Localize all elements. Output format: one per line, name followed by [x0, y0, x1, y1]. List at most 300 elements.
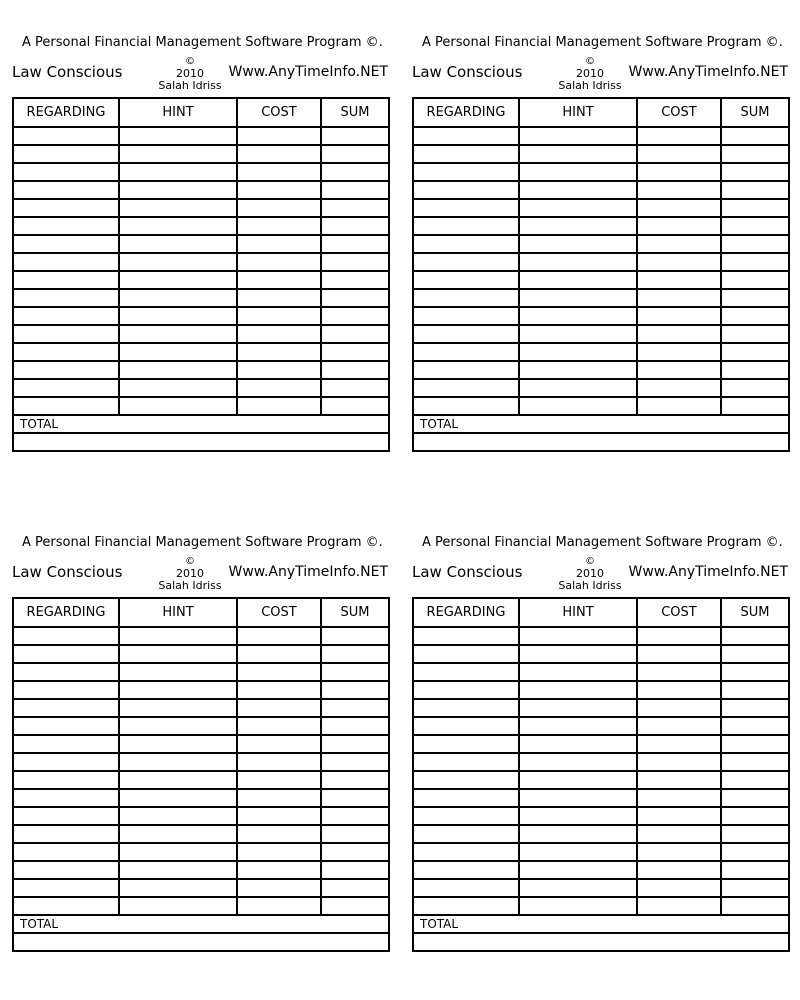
sum-cell[interactable] — [321, 163, 389, 181]
regarding-cell[interactable] — [13, 663, 119, 681]
regarding-cell[interactable] — [413, 235, 519, 253]
cost-cell[interactable] — [637, 253, 721, 271]
total-label: TOTAL — [413, 915, 789, 933]
hint-cell[interactable] — [519, 735, 637, 753]
sum-cell[interactable] — [321, 271, 389, 289]
regarding-cell[interactable] — [413, 127, 519, 145]
program-title: A Personal Financial Management Software Program ©. — [422, 535, 783, 550]
hint-cell[interactable] — [119, 127, 237, 145]
cost-cell[interactable] — [237, 181, 321, 199]
regarding-cell[interactable] — [413, 663, 519, 681]
regarding-cell[interactable] — [13, 271, 119, 289]
hint-cell[interactable] — [519, 879, 637, 897]
sum-cell[interactable] — [321, 235, 389, 253]
cost-cell[interactable] — [237, 807, 321, 825]
regarding-cell[interactable] — [413, 861, 519, 879]
regarding-cell[interactable] — [13, 627, 119, 645]
sum-cell[interactable] — [321, 181, 389, 199]
cost-cell[interactable] — [637, 717, 721, 735]
cost-cell[interactable] — [237, 325, 321, 343]
brand-name: Law Conscious — [12, 563, 123, 581]
hint-cell[interactable] — [519, 163, 637, 181]
regarding-cell[interactable] — [13, 699, 119, 717]
cost-cell[interactable] — [637, 843, 721, 861]
entry-row — [13, 217, 389, 235]
hint-cell[interactable] — [519, 199, 637, 217]
copyright-year: 2010 — [176, 67, 204, 80]
regarding-cell[interactable] — [413, 181, 519, 199]
entry-row — [13, 271, 389, 289]
regarding-cell[interactable] — [13, 717, 119, 735]
ledger-card-bottom-right — [412, 530, 788, 990]
regarding-cell[interactable] — [13, 181, 119, 199]
regarding-cell[interactable] — [413, 379, 519, 397]
cost-cell[interactable] — [637, 271, 721, 289]
sum-cell[interactable] — [721, 735, 789, 753]
regarding-cell[interactable] — [413, 843, 519, 861]
hint-cell[interactable] — [119, 343, 237, 361]
sum-cell[interactable] — [721, 825, 789, 843]
sum-cell[interactable] — [721, 379, 789, 397]
cost-cell[interactable] — [637, 145, 721, 163]
column-header-cost: COST — [637, 98, 721, 127]
sum-cell[interactable] — [321, 753, 389, 771]
sum-cell[interactable] — [321, 253, 389, 271]
cost-cell[interactable] — [237, 699, 321, 717]
sum-cell[interactable] — [721, 397, 789, 415]
column-header-sum: SUM — [721, 598, 789, 627]
entry-row — [413, 861, 789, 879]
hint-cell[interactable] — [519, 861, 637, 879]
author-name: Salah Idriss — [558, 79, 622, 92]
cost-cell[interactable] — [237, 627, 321, 645]
cost-cell[interactable] — [637, 127, 721, 145]
regarding-cell[interactable] — [13, 217, 119, 235]
column-header-regarding: REGARDING — [413, 598, 519, 627]
sum-cell[interactable] — [721, 771, 789, 789]
sum-cell[interactable] — [321, 897, 389, 915]
sum-cell[interactable] — [721, 789, 789, 807]
regarding-cell[interactable] — [413, 253, 519, 271]
cost-cell[interactable] — [237, 253, 321, 271]
hint-cell[interactable] — [519, 771, 637, 789]
sum-cell[interactable] — [321, 397, 389, 415]
sum-cell[interactable] — [721, 717, 789, 735]
sum-cell[interactable] — [721, 861, 789, 879]
cost-cell[interactable] — [237, 735, 321, 753]
cost-cell[interactable] — [237, 307, 321, 325]
sum-cell[interactable] — [321, 145, 389, 163]
regarding-cell[interactable] — [413, 145, 519, 163]
hint-cell[interactable] — [119, 681, 237, 699]
sum-cell[interactable] — [721, 217, 789, 235]
sum-cell[interactable] — [721, 897, 789, 915]
sum-cell[interactable] — [321, 717, 389, 735]
sum-cell[interactable] — [721, 361, 789, 379]
cost-cell[interactable] — [237, 379, 321, 397]
entry-row — [413, 771, 789, 789]
sum-cell[interactable] — [321, 807, 389, 825]
regarding-cell[interactable] — [413, 199, 519, 217]
hint-cell[interactable] — [519, 397, 637, 415]
cost-cell[interactable] — [237, 271, 321, 289]
sum-cell[interactable] — [321, 289, 389, 307]
sum-cell[interactable] — [321, 325, 389, 343]
hint-cell[interactable] — [119, 717, 237, 735]
hint-cell[interactable] — [519, 663, 637, 681]
author-name: Salah Idriss — [558, 579, 622, 592]
hint-cell[interactable] — [519, 645, 637, 663]
hint-cell[interactable] — [519, 699, 637, 717]
cost-cell[interactable] — [637, 397, 721, 415]
cost-cell[interactable] — [237, 753, 321, 771]
hint-cell[interactable] — [119, 825, 237, 843]
sum-cell[interactable] — [321, 217, 389, 235]
regarding-cell[interactable] — [13, 843, 119, 861]
regarding-cell[interactable] — [13, 771, 119, 789]
cost-cell[interactable] — [237, 897, 321, 915]
regarding-cell[interactable] — [413, 361, 519, 379]
sum-cell[interactable] — [721, 807, 789, 825]
sum-cell[interactable] — [321, 735, 389, 753]
sum-cell[interactable] — [721, 681, 789, 699]
sum-cell[interactable] — [321, 343, 389, 361]
sum-cell[interactable] — [721, 753, 789, 771]
sum-cell[interactable] — [721, 145, 789, 163]
entry-row — [413, 253, 789, 271]
regarding-cell[interactable] — [413, 271, 519, 289]
cost-cell[interactable] — [637, 379, 721, 397]
hint-cell[interactable] — [519, 897, 637, 915]
regarding-cell[interactable] — [13, 897, 119, 915]
cost-cell[interactable] — [237, 879, 321, 897]
regarding-cell[interactable] — [13, 645, 119, 663]
sum-cell[interactable] — [721, 127, 789, 145]
regarding-cell[interactable] — [413, 825, 519, 843]
sum-cell[interactable] — [721, 181, 789, 199]
hint-cell[interactable] — [119, 271, 237, 289]
cost-cell[interactable] — [237, 361, 321, 379]
cost-cell[interactable] — [637, 361, 721, 379]
cost-cell[interactable] — [637, 343, 721, 361]
cost-cell[interactable] — [237, 717, 321, 735]
hint-cell[interactable] — [519, 627, 637, 645]
regarding-cell[interactable] — [413, 789, 519, 807]
cost-cell[interactable] — [237, 861, 321, 879]
hint-cell[interactable] — [119, 217, 237, 235]
entry-row — [13, 843, 389, 861]
cost-cell[interactable] — [237, 145, 321, 163]
sum-cell[interactable] — [721, 879, 789, 897]
hint-cell[interactable] — [519, 681, 637, 699]
total-value-cell[interactable] — [13, 433, 389, 451]
regarding-cell[interactable] — [413, 325, 519, 343]
sum-cell[interactable] — [721, 289, 789, 307]
sum-cell[interactable] — [321, 361, 389, 379]
entry-row — [413, 343, 789, 361]
hint-cell[interactable] — [119, 397, 237, 415]
regarding-cell[interactable] — [13, 861, 119, 879]
sum-cell[interactable] — [321, 789, 389, 807]
copyright-symbol: © — [185, 556, 195, 567]
entry-row — [13, 325, 389, 343]
cost-cell[interactable] — [237, 235, 321, 253]
regarding-cell[interactable] — [413, 681, 519, 699]
cost-cell[interactable] — [637, 325, 721, 343]
cost-cell[interactable] — [237, 663, 321, 681]
total-row — [413, 915, 789, 933]
entry-row — [13, 127, 389, 145]
sum-cell[interactable] — [321, 127, 389, 145]
hint-cell[interactable] — [519, 361, 637, 379]
sum-cell[interactable] — [721, 271, 789, 289]
sum-cell[interactable] — [321, 879, 389, 897]
cost-cell[interactable] — [237, 825, 321, 843]
hint-cell[interactable] — [119, 699, 237, 717]
hint-cell[interactable] — [119, 645, 237, 663]
hint-cell[interactable] — [119, 289, 237, 307]
regarding-cell[interactable] — [413, 771, 519, 789]
regarding-cell[interactable] — [413, 217, 519, 235]
hint-cell[interactable] — [119, 807, 237, 825]
regarding-cell[interactable] — [413, 753, 519, 771]
hint-cell[interactable] — [119, 199, 237, 217]
hint-cell[interactable] — [119, 843, 237, 861]
cost-cell[interactable] — [637, 861, 721, 879]
regarding-cell[interactable] — [413, 627, 519, 645]
cost-cell[interactable] — [637, 181, 721, 199]
regarding-cell[interactable] — [413, 807, 519, 825]
hint-cell[interactable] — [119, 789, 237, 807]
sum-cell[interactable] — [721, 163, 789, 181]
sum-cell[interactable] — [721, 645, 789, 663]
hint-cell[interactable] — [119, 145, 237, 163]
cost-cell[interactable] — [637, 199, 721, 217]
hint-cell[interactable] — [519, 789, 637, 807]
hint-cell[interactable] — [519, 235, 637, 253]
hint-cell[interactable] — [119, 771, 237, 789]
sum-cell[interactable] — [321, 199, 389, 217]
hint-cell[interactable] — [519, 253, 637, 271]
cost-cell[interactable] — [237, 343, 321, 361]
hint-cell[interactable] — [119, 253, 237, 271]
cost-cell[interactable] — [237, 163, 321, 181]
regarding-cell[interactable] — [13, 253, 119, 271]
sum-cell[interactable] — [321, 825, 389, 843]
regarding-cell[interactable] — [13, 199, 119, 217]
sum-cell[interactable] — [321, 627, 389, 645]
hint-cell[interactable] — [519, 181, 637, 199]
sum-cell[interactable] — [721, 199, 789, 217]
cost-cell[interactable] — [237, 771, 321, 789]
hint-cell[interactable] — [519, 807, 637, 825]
hint-cell[interactable] — [119, 379, 237, 397]
sum-cell[interactable] — [321, 771, 389, 789]
regarding-cell[interactable] — [13, 235, 119, 253]
cost-cell[interactable] — [637, 289, 721, 307]
total-value-cell[interactable] — [13, 933, 389, 951]
cost-cell[interactable] — [637, 163, 721, 181]
sum-cell[interactable] — [321, 681, 389, 699]
ledger-table — [412, 597, 790, 952]
hint-cell[interactable] — [119, 861, 237, 879]
hint-cell[interactable] — [519, 343, 637, 361]
regarding-cell[interactable] — [13, 343, 119, 361]
cost-cell[interactable] — [637, 825, 721, 843]
entry-row — [13, 343, 389, 361]
cost-cell[interactable] — [637, 879, 721, 897]
sum-cell[interactable] — [721, 699, 789, 717]
cost-cell[interactable] — [637, 735, 721, 753]
regarding-cell[interactable] — [413, 717, 519, 735]
hint-cell[interactable] — [519, 325, 637, 343]
regarding-cell[interactable] — [13, 127, 119, 145]
total-value-cell[interactable] — [413, 433, 789, 451]
regarding-cell[interactable] — [13, 361, 119, 379]
hint-cell[interactable] — [119, 879, 237, 897]
regarding-cell[interactable] — [13, 307, 119, 325]
sum-cell[interactable] — [321, 645, 389, 663]
regarding-cell[interactable] — [413, 645, 519, 663]
hint-cell[interactable] — [119, 235, 237, 253]
hint-cell[interactable] — [519, 379, 637, 397]
cost-cell[interactable] — [637, 699, 721, 717]
column-header-sum: SUM — [721, 98, 789, 127]
cost-cell[interactable] — [637, 663, 721, 681]
column-header-cost: COST — [237, 598, 321, 627]
cost-cell[interactable] — [237, 397, 321, 415]
hint-cell[interactable] — [519, 289, 637, 307]
copyright-block — [552, 56, 628, 92]
column-header-regarding: REGARDING — [13, 98, 119, 127]
regarding-cell[interactable] — [413, 307, 519, 325]
cost-cell[interactable] — [637, 627, 721, 645]
sum-cell[interactable] — [321, 861, 389, 879]
regarding-cell[interactable] — [13, 879, 119, 897]
sum-cell[interactable] — [721, 343, 789, 361]
entry-row — [13, 379, 389, 397]
sum-cell[interactable] — [321, 843, 389, 861]
regarding-cell[interactable] — [13, 379, 119, 397]
author-name: Salah Idriss — [158, 79, 222, 92]
total-label: TOTAL — [13, 915, 389, 933]
sum-cell[interactable] — [721, 253, 789, 271]
regarding-cell[interactable] — [413, 897, 519, 915]
cost-cell[interactable] — [237, 789, 321, 807]
hint-cell[interactable] — [519, 271, 637, 289]
hint-cell[interactable] — [119, 325, 237, 343]
regarding-cell[interactable] — [413, 735, 519, 753]
cost-cell[interactable] — [637, 307, 721, 325]
hint-cell[interactable] — [119, 307, 237, 325]
hint-cell[interactable] — [119, 735, 237, 753]
hint-cell[interactable] — [519, 753, 637, 771]
sum-cell[interactable] — [721, 663, 789, 681]
cost-cell[interactable] — [237, 199, 321, 217]
sum-cell[interactable] — [321, 699, 389, 717]
sum-cell[interactable] — [721, 325, 789, 343]
regarding-cell[interactable] — [13, 753, 119, 771]
sum-cell[interactable] — [721, 307, 789, 325]
regarding-cell[interactable] — [13, 825, 119, 843]
sum-cell[interactable] — [721, 843, 789, 861]
total-value-cell[interactable] — [413, 933, 789, 951]
ledger-card-bottom-left — [12, 530, 388, 990]
hint-cell[interactable] — [119, 163, 237, 181]
hint-cell[interactable] — [519, 717, 637, 735]
regarding-cell[interactable] — [13, 681, 119, 699]
cost-cell[interactable] — [637, 897, 721, 915]
cost-cell[interactable] — [237, 289, 321, 307]
cost-cell[interactable] — [237, 681, 321, 699]
cost-cell[interactable] — [637, 771, 721, 789]
website-url: Www.AnyTimeInfo.NET — [228, 64, 388, 80]
regarding-cell[interactable] — [13, 789, 119, 807]
cost-cell[interactable] — [637, 235, 721, 253]
hint-cell[interactable] — [119, 361, 237, 379]
cost-cell[interactable] — [237, 843, 321, 861]
cost-cell[interactable] — [237, 127, 321, 145]
hint-cell[interactable] — [519, 217, 637, 235]
hint-cell[interactable] — [119, 663, 237, 681]
copyright-symbol: © — [585, 556, 595, 567]
sum-cell[interactable] — [321, 663, 389, 681]
cost-cell[interactable] — [237, 217, 321, 235]
regarding-cell[interactable] — [13, 163, 119, 181]
regarding-cell[interactable] — [413, 343, 519, 361]
hint-cell[interactable] — [119, 753, 237, 771]
regarding-cell[interactable] — [413, 289, 519, 307]
sum-cell[interactable] — [321, 379, 389, 397]
regarding-cell[interactable] — [13, 397, 119, 415]
hint-cell[interactable] — [519, 825, 637, 843]
cost-cell[interactable] — [637, 753, 721, 771]
regarding-cell[interactable] — [413, 397, 519, 415]
entry-row — [413, 717, 789, 735]
hint-cell[interactable] — [519, 127, 637, 145]
regarding-cell[interactable] — [13, 325, 119, 343]
entry-row — [413, 699, 789, 717]
cost-cell[interactable] — [637, 807, 721, 825]
entry-row — [13, 253, 389, 271]
cost-cell[interactable] — [237, 645, 321, 663]
hint-cell[interactable] — [119, 181, 237, 199]
hint-cell[interactable] — [519, 307, 637, 325]
regarding-cell[interactable] — [13, 807, 119, 825]
regarding-cell[interactable] — [13, 735, 119, 753]
cost-cell[interactable] — [637, 645, 721, 663]
hint-cell[interactable] — [119, 897, 237, 915]
regarding-cell[interactable] — [413, 163, 519, 181]
regarding-cell[interactable] — [13, 289, 119, 307]
hint-cell[interactable] — [519, 145, 637, 163]
regarding-cell[interactable] — [13, 145, 119, 163]
regarding-cell[interactable] — [413, 699, 519, 717]
hint-cell[interactable] — [519, 843, 637, 861]
total-label: TOTAL — [413, 415, 789, 433]
cost-cell[interactable] — [637, 789, 721, 807]
total-value-row — [13, 433, 389, 451]
sum-cell[interactable] — [321, 307, 389, 325]
sum-cell[interactable] — [721, 627, 789, 645]
cost-cell[interactable] — [637, 217, 721, 235]
sum-cell[interactable] — [721, 235, 789, 253]
regarding-cell[interactable] — [413, 879, 519, 897]
hint-cell[interactable] — [119, 627, 237, 645]
cost-cell[interactable] — [637, 681, 721, 699]
entry-row — [13, 645, 389, 663]
copyright-year: 2010 — [176, 567, 204, 580]
